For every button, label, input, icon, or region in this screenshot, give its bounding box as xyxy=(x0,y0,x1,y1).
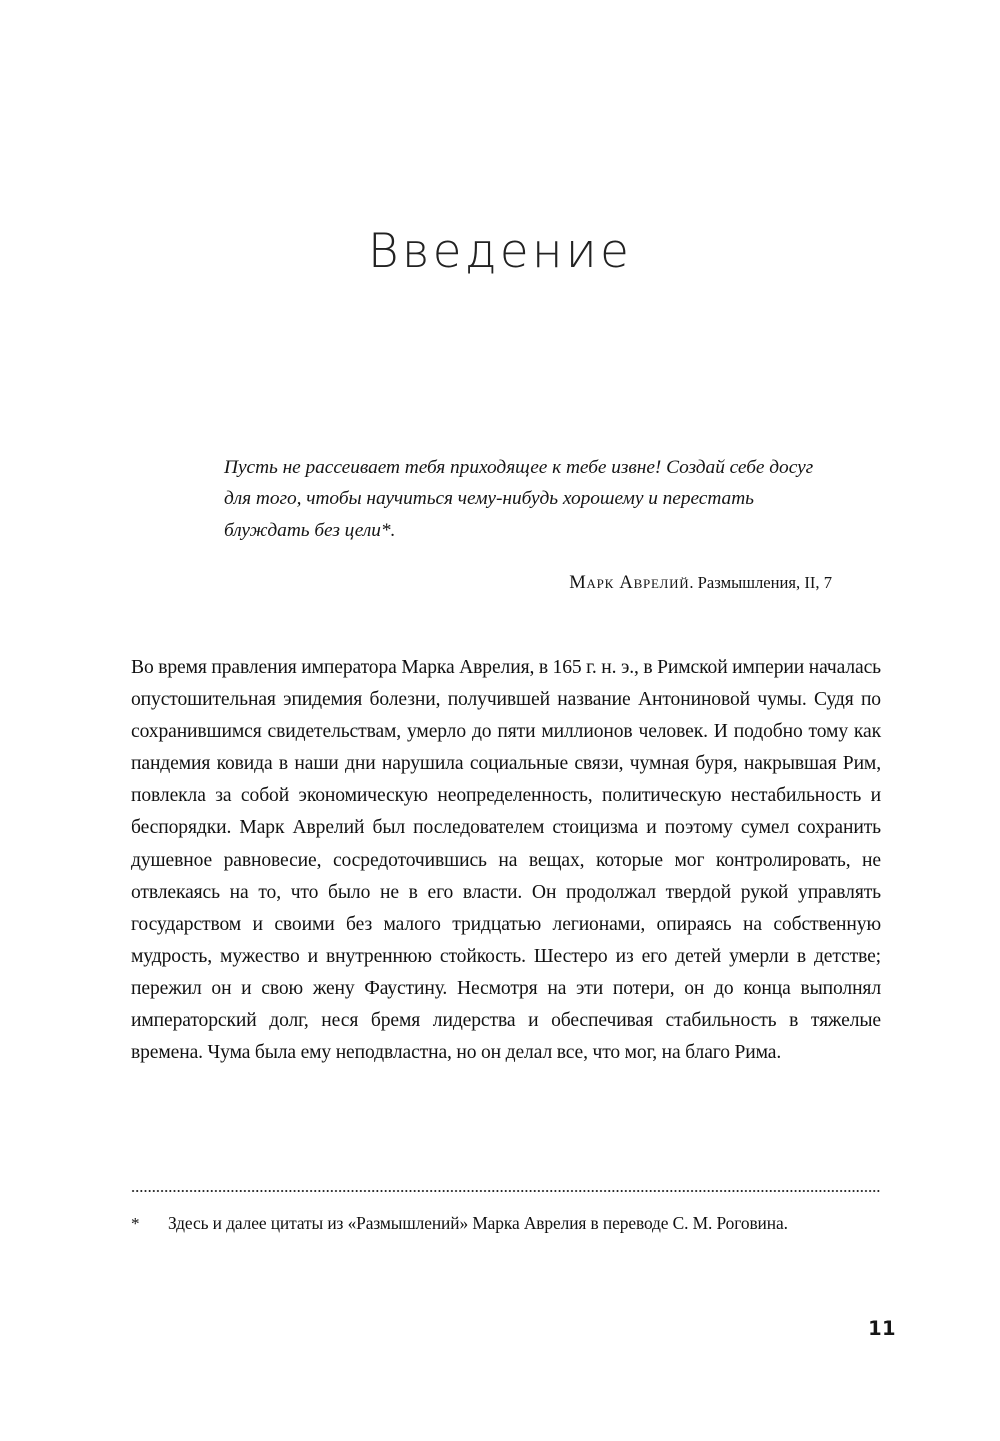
page-number: 11 xyxy=(868,1317,896,1340)
epigraph-quote: Пусть не рассеивает тебя приходящее к тебе извне! Создай себе досуг для того, чтобы научиться чему-нибудь хорошему и перестать блуждать без цели*. xyxy=(224,457,814,541)
body-text-block xyxy=(131,652,881,1069)
footnote-item xyxy=(131,1209,881,1239)
footnote-separator-rule xyxy=(131,1190,881,1192)
footnote-marker: * xyxy=(131,1214,140,1233)
epigraph-attribution-author: Марк Аврелий xyxy=(569,572,690,594)
epigraph-attribution-source: . Размышления, II, 7 xyxy=(689,573,832,593)
footnote-area xyxy=(131,1190,881,1239)
epigraph-block xyxy=(224,452,832,594)
body-paragraph: Во время правления императора Марка Аврелия, в 165 г. н. э., в Римской империи началась опустошительная эпидемия болезни, получившей название Антониновой чумы. Судя по сохранившимся свидетельствам, умерло до пяти миллионов человек. И подобно тому как пандемия ковида в наши дни нарушила социальные связи, чумная буря, накрывшая Рим, повлекла за собой экономическую неопределенность, политическую нестабильность и беспорядки. Марк Аврелий был последователем стоицизма и поэтому сумел сохранить душевное равновесие, сосредоточившись на вещах, которые мог контролировать, не отвлекаясь на то, что было не в его власти. Он продолжал твердой рукой управлять государством и своими без малого тридцатью легионами, опираясь на собственную мудрость, мужество и внутреннюю стойкость. Шестеро из его детей умерли в детстве; пережил он и свою жену Фаустину. Несмотря на эти потери, он до конца выполнял императорский долг, неся бремя лидерства и обеспечивая стабильность в тяжелые времена. Чума была ему неподвластна, но он делал все, что мог, на благо Рима. xyxy=(131,657,881,1064)
page-title: Введение xyxy=(367,224,633,280)
epigraph-attribution xyxy=(224,572,832,594)
footnote-text: Здесь и далее цитаты из «Размышлений» Марка Аврелия в переводе С. М. Роговина. xyxy=(168,1213,788,1233)
